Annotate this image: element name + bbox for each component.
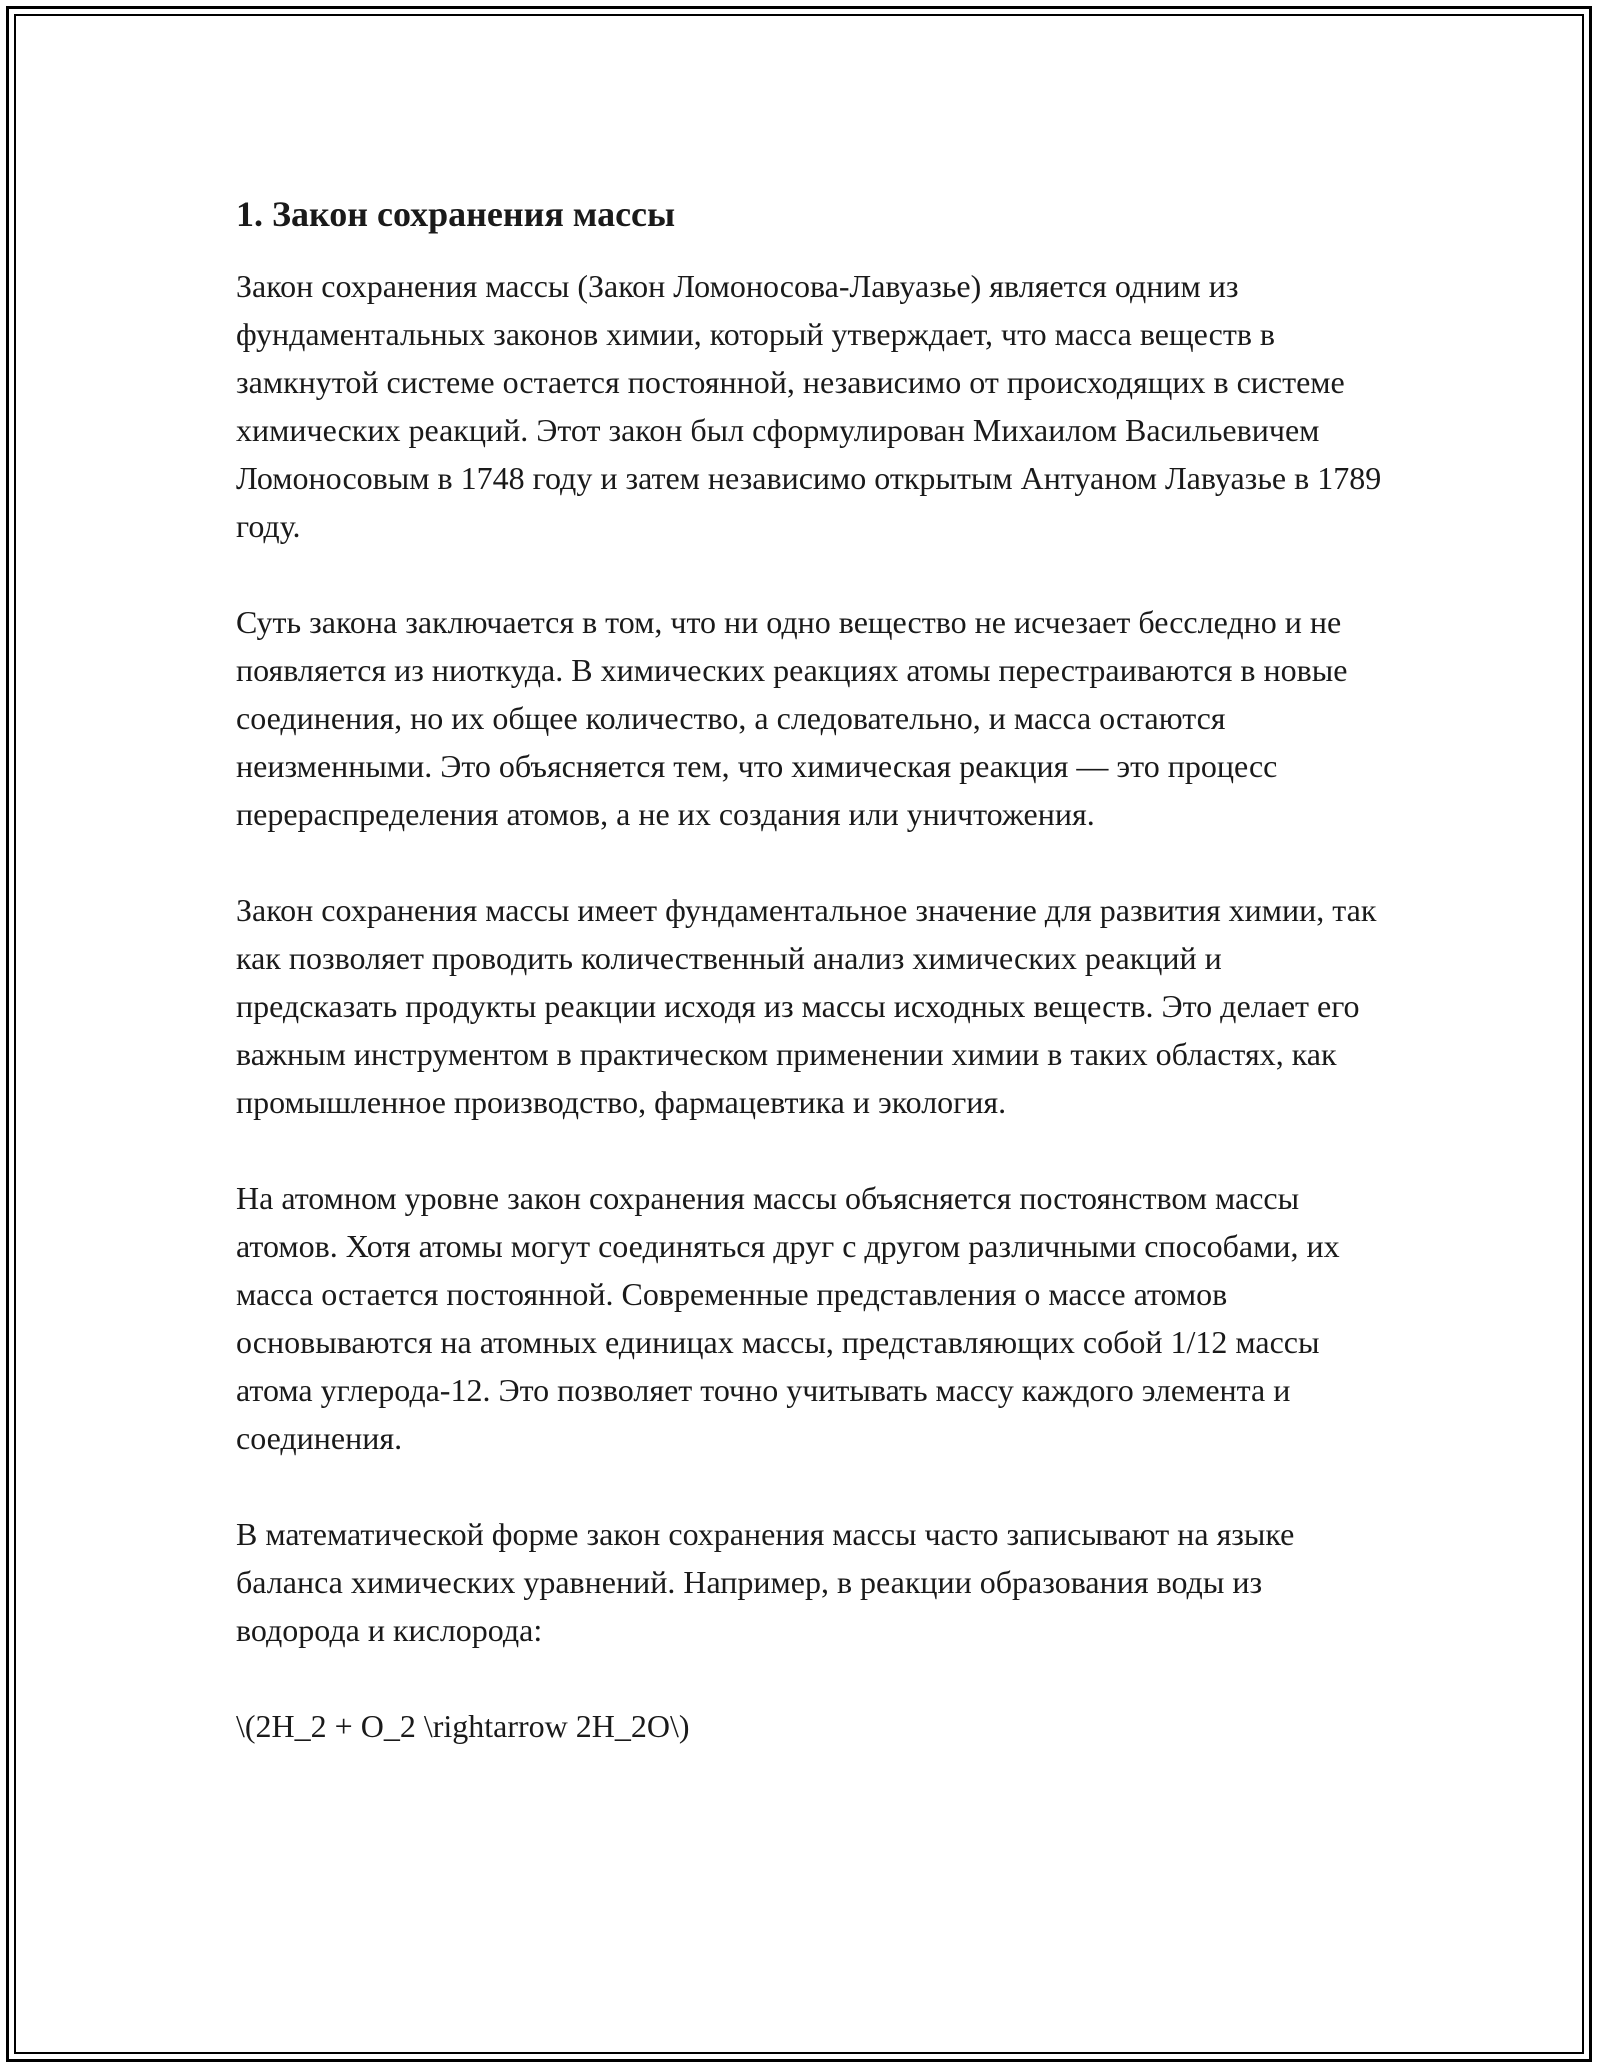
paragraph-math-form: В математической форме закон сохранения массы часто записывают на языке баланса химических уравнений. Например, в реакции образования воды из водорода и кислорода: <box>236 1516 1295 1648</box>
paragraph-essence: Суть закона заключается в том, что ни одно вещество не исчезает бесследно и не появляется из ниоткуда. В химических реакциях атомы перестраиваются в новые соединения, но их общее количество, а следовательно, и масса остаются неизменными. Это объясняется тем, что химическая реакция — это процесс перераспределения атомов, а не их создания или уничтожения. <box>236 604 1348 832</box>
section-title: 1. Закон сохранения массы <box>236 194 676 234</box>
formula: \(2H_2 + O_2 \rightarrow 2H_2O\) <box>236 1708 690 1744</box>
paragraph-definition: Закон сохранения массы (Закон Ломоносова-Лавуазье) является одним из фундаментальных законов химии, который утверждает, что масса веществ в замкнутой системе остается постоянной, независимо от происходящих в системе химических реакций. Этот закон был сформулирован Михаилом Васильевичем Ломоносовым в 1748 году и затем независимо открытым Антуаном Лавуазье в 1789 году. <box>236 268 1382 544</box>
document-body <box>236 188 1416 1750</box>
paragraph-atomic-level: На атомном уровне закон сохранения массы объясняется постоянством массы атомов. Хотя атомы могут соединяться друг с другом различными способами, их масса остается постоянной. Современные представления о массе атомов основываются на атомных единицах массы, представляющих собой 1/12 массы атома углерода-12. Это позволяет точно учитывать массу каждого элемента и соединения. <box>236 1180 1340 1456</box>
paragraph-significance: Закон сохранения массы имеет фундаментальное значение для развития химии, так как позволяет проводить количественный анализ химических реакций и предсказать продукты реакции исходя из массы исходных веществ. Это делает его важным инструментом в практическом применении химии в таких областях, как промышленное производство, фармацевтика и экология. <box>236 892 1377 1120</box>
